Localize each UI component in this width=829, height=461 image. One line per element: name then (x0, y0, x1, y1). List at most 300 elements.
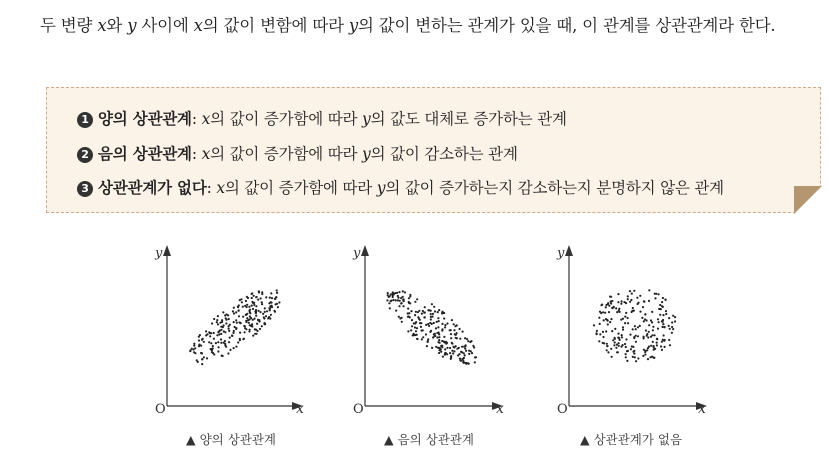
scatter-point (652, 341, 654, 343)
scatter-point (200, 352, 202, 354)
scatter-point (460, 360, 462, 362)
scatter-point (228, 330, 230, 332)
x-axis-label: x (698, 401, 706, 417)
scatter-point (632, 356, 634, 358)
scatter-point (658, 308, 660, 310)
scatter-point (617, 301, 619, 303)
caption-positive: ▲ 양의 상관관계 (186, 432, 277, 447)
scatter-point (441, 346, 443, 348)
scatter-point (633, 337, 635, 339)
scatter-point (414, 301, 416, 303)
scatter-point (648, 331, 650, 333)
scatter-point (450, 358, 452, 360)
scatter-point (660, 345, 662, 347)
x-axis-label: x (496, 401, 504, 417)
scatter-point (663, 340, 665, 342)
scatter-point (210, 342, 212, 344)
scatter-point (414, 314, 416, 316)
scatter-point (222, 355, 224, 357)
scatter-point (650, 345, 652, 347)
scatter-point (644, 318, 646, 320)
scatter-point (456, 348, 458, 350)
scatter-point (250, 317, 252, 319)
scatter-point (246, 304, 248, 306)
scatter-point (656, 344, 658, 346)
scatter-point (212, 345, 214, 347)
scatter-point (619, 311, 621, 313)
scatter-point (605, 330, 607, 332)
scatter-point (467, 340, 469, 342)
scatter-point (402, 296, 404, 298)
scatter-point (614, 341, 616, 343)
scatter-point (618, 337, 620, 339)
scatter-point (643, 320, 645, 322)
scatter-point (410, 310, 412, 312)
scatter-point (664, 299, 666, 301)
scatter-point (610, 348, 612, 350)
scatter-point (635, 341, 637, 343)
scatter-point (437, 326, 439, 328)
scatter-point (620, 319, 622, 321)
scatter-point (392, 292, 394, 294)
origin-label: O (353, 402, 364, 417)
scatter-point (668, 325, 670, 327)
scatter-point (621, 334, 623, 336)
definition-item-positive: 1 양의 상관관계: x의 값이 증가함에 따라 y의 값도 대체로 증가하는 관계 (77, 107, 567, 129)
scatter-point (435, 327, 437, 329)
scatter-point (599, 333, 601, 335)
scatter-point (632, 346, 634, 348)
scatter-point (629, 301, 631, 303)
scatter-point (209, 335, 211, 337)
scatter-point (649, 356, 651, 358)
y-axis-arrow (163, 245, 171, 256)
scatter-point (206, 357, 208, 359)
scatter-point (437, 317, 439, 319)
scatter-point (399, 300, 401, 302)
y-axis-label: y (155, 246, 163, 261)
scatter-point (633, 350, 635, 352)
scatter-point (441, 328, 443, 330)
scatter-point (387, 292, 389, 294)
scatter-point (426, 345, 428, 347)
scatter-point (617, 293, 619, 295)
scatter-point (392, 299, 394, 301)
caption-none: ▲ 상관관계가 없음 (580, 432, 683, 447)
scatter-point (672, 315, 674, 317)
scatter-point (654, 293, 656, 295)
scatter-point (631, 311, 633, 313)
scatter-point (436, 332, 438, 334)
scatter-point (657, 318, 659, 320)
scatter-point (270, 306, 272, 308)
y-axis-arrow (361, 245, 369, 256)
scatter-point (674, 320, 676, 322)
scatter-point (210, 332, 212, 334)
scatter-point (622, 326, 624, 328)
scatter-point (665, 310, 667, 312)
scatter-point (637, 326, 639, 328)
scatter-point (271, 297, 273, 299)
scatter-point (241, 301, 243, 303)
scatter-point (432, 336, 434, 338)
scatter-point (472, 345, 474, 347)
scatter-point (416, 334, 418, 336)
scatter-point (593, 324, 595, 326)
scatter-point (642, 355, 644, 357)
scatter-point (246, 317, 248, 319)
scatter-point (388, 296, 390, 298)
scatter-point (443, 336, 445, 338)
scatter-point (449, 352, 451, 354)
scatter-point (642, 306, 644, 308)
scatter-point (643, 301, 645, 303)
scatter-point (419, 319, 421, 321)
scatter-point (425, 324, 427, 326)
scatter-point (613, 344, 615, 346)
scatter-point (468, 350, 470, 352)
scatter-point (464, 337, 466, 339)
scatter-point (455, 345, 457, 347)
scatter-point (198, 345, 200, 347)
scatter-point (274, 298, 276, 300)
scatter-point (270, 314, 272, 316)
scatter-point (611, 356, 613, 358)
scatter-point (463, 357, 465, 359)
scatter-point (637, 357, 639, 359)
scatter-point (256, 323, 258, 325)
scatter-point (635, 328, 637, 330)
scatter-point (438, 320, 440, 322)
scatter-point (226, 319, 228, 321)
scatter-point (235, 346, 237, 348)
scatter-point (662, 323, 664, 325)
scatter-point (205, 330, 207, 332)
scatter-point (257, 299, 259, 301)
scatter-point (201, 358, 203, 360)
scatter-point (270, 302, 272, 304)
scatter-point (608, 311, 610, 313)
scatter-point (220, 338, 222, 340)
scatter-point (254, 328, 256, 330)
number-badge: 3 (77, 181, 93, 197)
scatter-point (474, 356, 476, 358)
scatter-point (603, 319, 605, 321)
scatter-point (654, 297, 656, 299)
scatter-point (422, 329, 424, 331)
definition-item-negative: 2 음의 상관관계: x의 값이 증가함에 따라 y의 값이 감소하는 관계 (77, 142, 518, 164)
scatter-point (407, 330, 409, 332)
scatter-point (652, 329, 654, 331)
scatter-point (614, 328, 616, 330)
scatter-point (389, 307, 391, 309)
scatter-point (606, 319, 608, 321)
scatter-point (647, 336, 649, 338)
scatter-point (634, 325, 636, 327)
scatter-point (421, 338, 423, 340)
scatter-point (464, 345, 466, 347)
scatter-point (395, 310, 397, 312)
scatter-point (456, 324, 458, 326)
scatter-point (648, 289, 650, 291)
scatter-point (236, 322, 238, 324)
scatter-point (462, 362, 464, 364)
scatter-point (464, 354, 466, 356)
scatter-point (392, 294, 394, 296)
scatter-point (610, 318, 612, 320)
scatter-point (465, 363, 467, 365)
scatter-point (606, 349, 608, 351)
scatter-point (459, 328, 461, 330)
scatter-point (258, 310, 260, 312)
scatter-point (269, 309, 271, 311)
scatter-point (242, 306, 244, 308)
scatter-point (229, 324, 231, 326)
scatter-point (229, 337, 231, 339)
scatter-point (437, 341, 439, 343)
scatter-point (213, 338, 215, 340)
scatter-point (466, 338, 468, 340)
scatter-point (431, 303, 433, 305)
scatter-point (459, 358, 461, 360)
scatter-point (232, 332, 234, 334)
scatter-point (614, 338, 616, 340)
scatter-point (244, 331, 246, 333)
scatter-point (653, 345, 655, 347)
scatter-point (450, 333, 452, 335)
scatter-point (217, 315, 219, 317)
scatter-point (245, 321, 247, 323)
scatter-point (418, 310, 420, 312)
scatter-point (632, 328, 634, 330)
scatter-point (416, 327, 418, 329)
scatter-point (424, 306, 426, 308)
scatter-point (259, 328, 261, 330)
scatter-point (239, 339, 241, 341)
scatter-point (203, 341, 205, 343)
scatter-point (661, 320, 663, 322)
scatter-point (627, 298, 629, 300)
scatter-point (599, 311, 601, 313)
scatter-point (213, 318, 215, 320)
scatter-point (662, 297, 664, 299)
scatter-point (442, 356, 444, 358)
scatter-point (463, 352, 465, 354)
scatter-point (413, 322, 415, 324)
scatter-point (388, 302, 390, 304)
scatter-point (248, 306, 250, 308)
scatter-point (648, 324, 650, 326)
scatter-point (402, 290, 404, 292)
scatter-point (436, 336, 438, 338)
scatter-point (607, 323, 609, 325)
scatter-point (596, 333, 598, 335)
number-badge: 1 (77, 112, 93, 128)
intro-paragraph: 두 변량 x와 y 사이에 x의 값이 변함에 따라 y의 값이 변하는 관계가 있을 때, 이 관계를 상관관계라 한다. (40, 16, 776, 35)
scatter-point (274, 311, 276, 313)
scatter-point (635, 360, 637, 362)
scatter-point (627, 295, 629, 297)
scatter-point (606, 343, 608, 345)
scatter-point (433, 322, 435, 324)
scatter-point (609, 321, 611, 323)
scatter-point (428, 309, 430, 311)
scatter-point (618, 345, 620, 347)
scatter-point (229, 349, 231, 351)
scatter-point (409, 295, 411, 297)
scatter-point (217, 341, 219, 343)
scatter-point (401, 321, 403, 323)
scatter-point (275, 303, 277, 305)
scatter-point (662, 314, 664, 316)
scatter-point (224, 344, 226, 346)
scatter-point (228, 328, 230, 330)
scatter-point (453, 323, 455, 325)
scatter-point (278, 301, 280, 303)
scatter-point (635, 335, 637, 337)
scatter-point (208, 341, 210, 343)
scatter-point (657, 328, 659, 330)
scatter-point (251, 292, 253, 294)
scatter-point (633, 353, 635, 355)
scatter-point (446, 342, 448, 344)
scatter-point (264, 307, 266, 309)
scatter-point (617, 333, 619, 335)
scatter-point (422, 310, 424, 312)
scatter-point (217, 331, 219, 333)
scatter-point (440, 351, 442, 353)
scatter-point (203, 356, 205, 358)
scatter-point (611, 330, 613, 332)
scatter-point (242, 316, 244, 318)
y-axis-label: y (557, 246, 565, 261)
scatter-point (435, 346, 437, 348)
scatter-point (444, 354, 446, 356)
origin-label: O (155, 402, 166, 417)
scatter-point (617, 351, 619, 353)
scatter-point (648, 346, 650, 348)
scatter-point (652, 326, 654, 328)
scatter-point (255, 315, 257, 317)
scatter-point (661, 341, 663, 343)
scatter-point (434, 333, 436, 335)
scatter-point (669, 344, 671, 346)
scatter-point (246, 306, 248, 308)
scatter-point (596, 330, 598, 332)
scatter-point (438, 336, 440, 338)
scatter-point (243, 325, 245, 327)
scatter-point (218, 333, 220, 335)
scatter-point (428, 325, 430, 327)
scatter-point (261, 303, 263, 305)
scatter-point (602, 336, 604, 338)
scatter-point (251, 297, 253, 299)
scatter-point (603, 342, 605, 344)
scatter-point (433, 306, 435, 308)
scatter-point (216, 319, 218, 321)
scatter-point (629, 290, 631, 292)
scatter-point (663, 334, 665, 336)
scatter-point (468, 363, 470, 365)
scatter-point (218, 346, 220, 348)
scatter-point (425, 333, 427, 335)
scatter-point (254, 318, 256, 320)
scatter-point (633, 310, 635, 312)
scatter-point (456, 337, 458, 339)
scatter-point (624, 343, 626, 345)
scatter-point (211, 351, 213, 353)
scatter-point (605, 306, 607, 308)
scatter-point (620, 346, 622, 348)
scatter-point (450, 337, 452, 339)
y-axis-arrow (565, 245, 573, 256)
scatter-point (189, 350, 191, 352)
scatter-point (453, 329, 455, 331)
scatter-point (407, 308, 409, 310)
scatter-point (624, 322, 626, 324)
scatter-point (644, 351, 646, 353)
scatter-point (639, 311, 641, 313)
scatter-point (656, 338, 658, 340)
scatter-point (248, 330, 250, 332)
scatter-point (193, 343, 195, 345)
scatter-point (627, 322, 629, 324)
definition-box (46, 87, 821, 213)
scatter-point (267, 317, 269, 319)
scatter-point (651, 311, 653, 313)
scatter-point (636, 297, 638, 299)
scatter-point (268, 302, 270, 304)
scatter-point (662, 306, 664, 308)
scatter-point (441, 312, 443, 314)
scatter-point (621, 300, 623, 302)
scatter-point (250, 325, 252, 327)
scatter-point (671, 332, 673, 334)
scatter-point (260, 297, 262, 299)
scatter-point (231, 335, 233, 337)
scatter-point (220, 333, 222, 335)
scatter-point (630, 348, 632, 350)
scatter-point (633, 290, 635, 292)
scatter-point (408, 297, 410, 299)
scatter-point (255, 333, 257, 335)
scatter-point (245, 328, 247, 330)
scatter-point (238, 321, 240, 323)
scatter-point (401, 317, 403, 319)
scatter-point (228, 341, 230, 343)
scatter-point (462, 359, 464, 361)
scatter-point (631, 293, 633, 295)
scatter-point (656, 342, 658, 344)
scatter-point (199, 334, 201, 336)
scatter-point (422, 336, 424, 338)
scatter-point (620, 303, 622, 305)
x-axis-label: x (296, 401, 304, 417)
scatter-point (217, 323, 219, 325)
scatter-point (456, 332, 458, 334)
scatter-point (441, 340, 443, 342)
scatter-point (430, 313, 432, 315)
scatter-point (210, 348, 212, 350)
scatter-point (252, 308, 254, 310)
scatter-point (430, 330, 432, 332)
scatter-point (215, 342, 217, 344)
scatter-point (615, 307, 617, 309)
scatter-point (414, 326, 416, 328)
scatter-point (444, 348, 446, 350)
scatter-point (664, 346, 666, 348)
scatter-point (599, 323, 601, 325)
